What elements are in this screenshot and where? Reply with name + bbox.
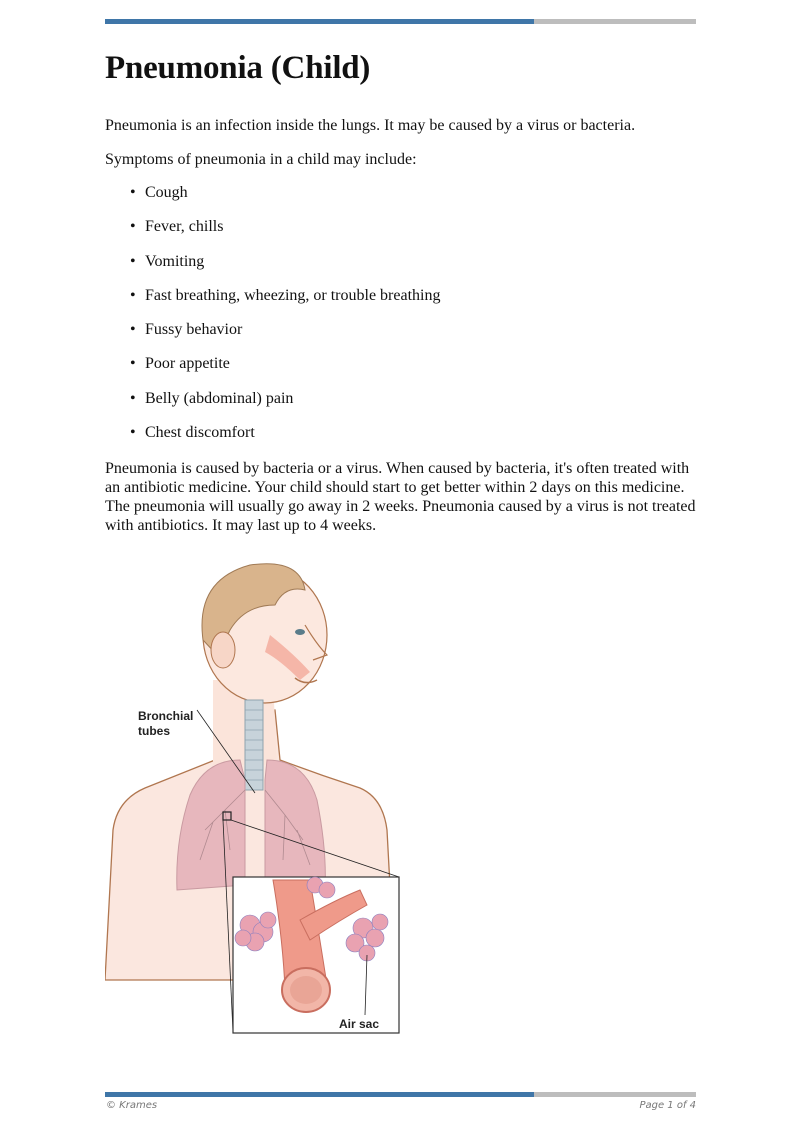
header-bar-secondary [534,19,696,24]
symptoms-intro: Symptoms of pneumonia in a child may include: [105,151,417,168]
list-item: • Poor appetite [145,354,440,388]
list-item: • Chest discomfort [145,423,440,457]
list-item: • Vomiting [145,252,440,286]
bronchial-label: Bronchial tubes [138,709,194,738]
list-item: • Belly (abdominal) pain [145,389,440,423]
list-item: • Fussy behavior [145,320,440,354]
child-lungs-diagram-icon [105,560,405,1040]
header-bar-primary [105,19,534,24]
header-bar [105,19,696,24]
air-sac-label: Air sac [339,1017,380,1031]
page-title: Pneumonia (Child) [105,50,371,86]
page-number: Page 1 of 4 [639,1100,696,1111]
symptoms-list [105,183,440,457]
footer-bar-secondary [534,1092,696,1097]
cause-paragraph: Pneumonia is caused by bacteria or a virus. When caused by bacteria, it's often treated with an antibiotic medicine. Your child should start to get better within 2 days on this medicine. The pneumonia will usually go away in 2 weeks. Pneumonia caused by a virus is not treated with antibiotics. It may last up to 4 weeks. [105,460,696,534]
list-item: • Fast breathing, wheezing, or trouble breathing [145,286,440,320]
intro-paragraph: Pneumonia is an infection inside the lungs. It may be caused by a virus or bacteria. [105,117,636,134]
footer-bar-primary [105,1092,534,1097]
list-item: • Fever, chills [145,217,440,251]
footer-bar [105,1092,696,1097]
lungs-illustration [105,560,405,1040]
copyright: © Krames [106,1100,158,1111]
list-item: • Cough [145,183,440,217]
